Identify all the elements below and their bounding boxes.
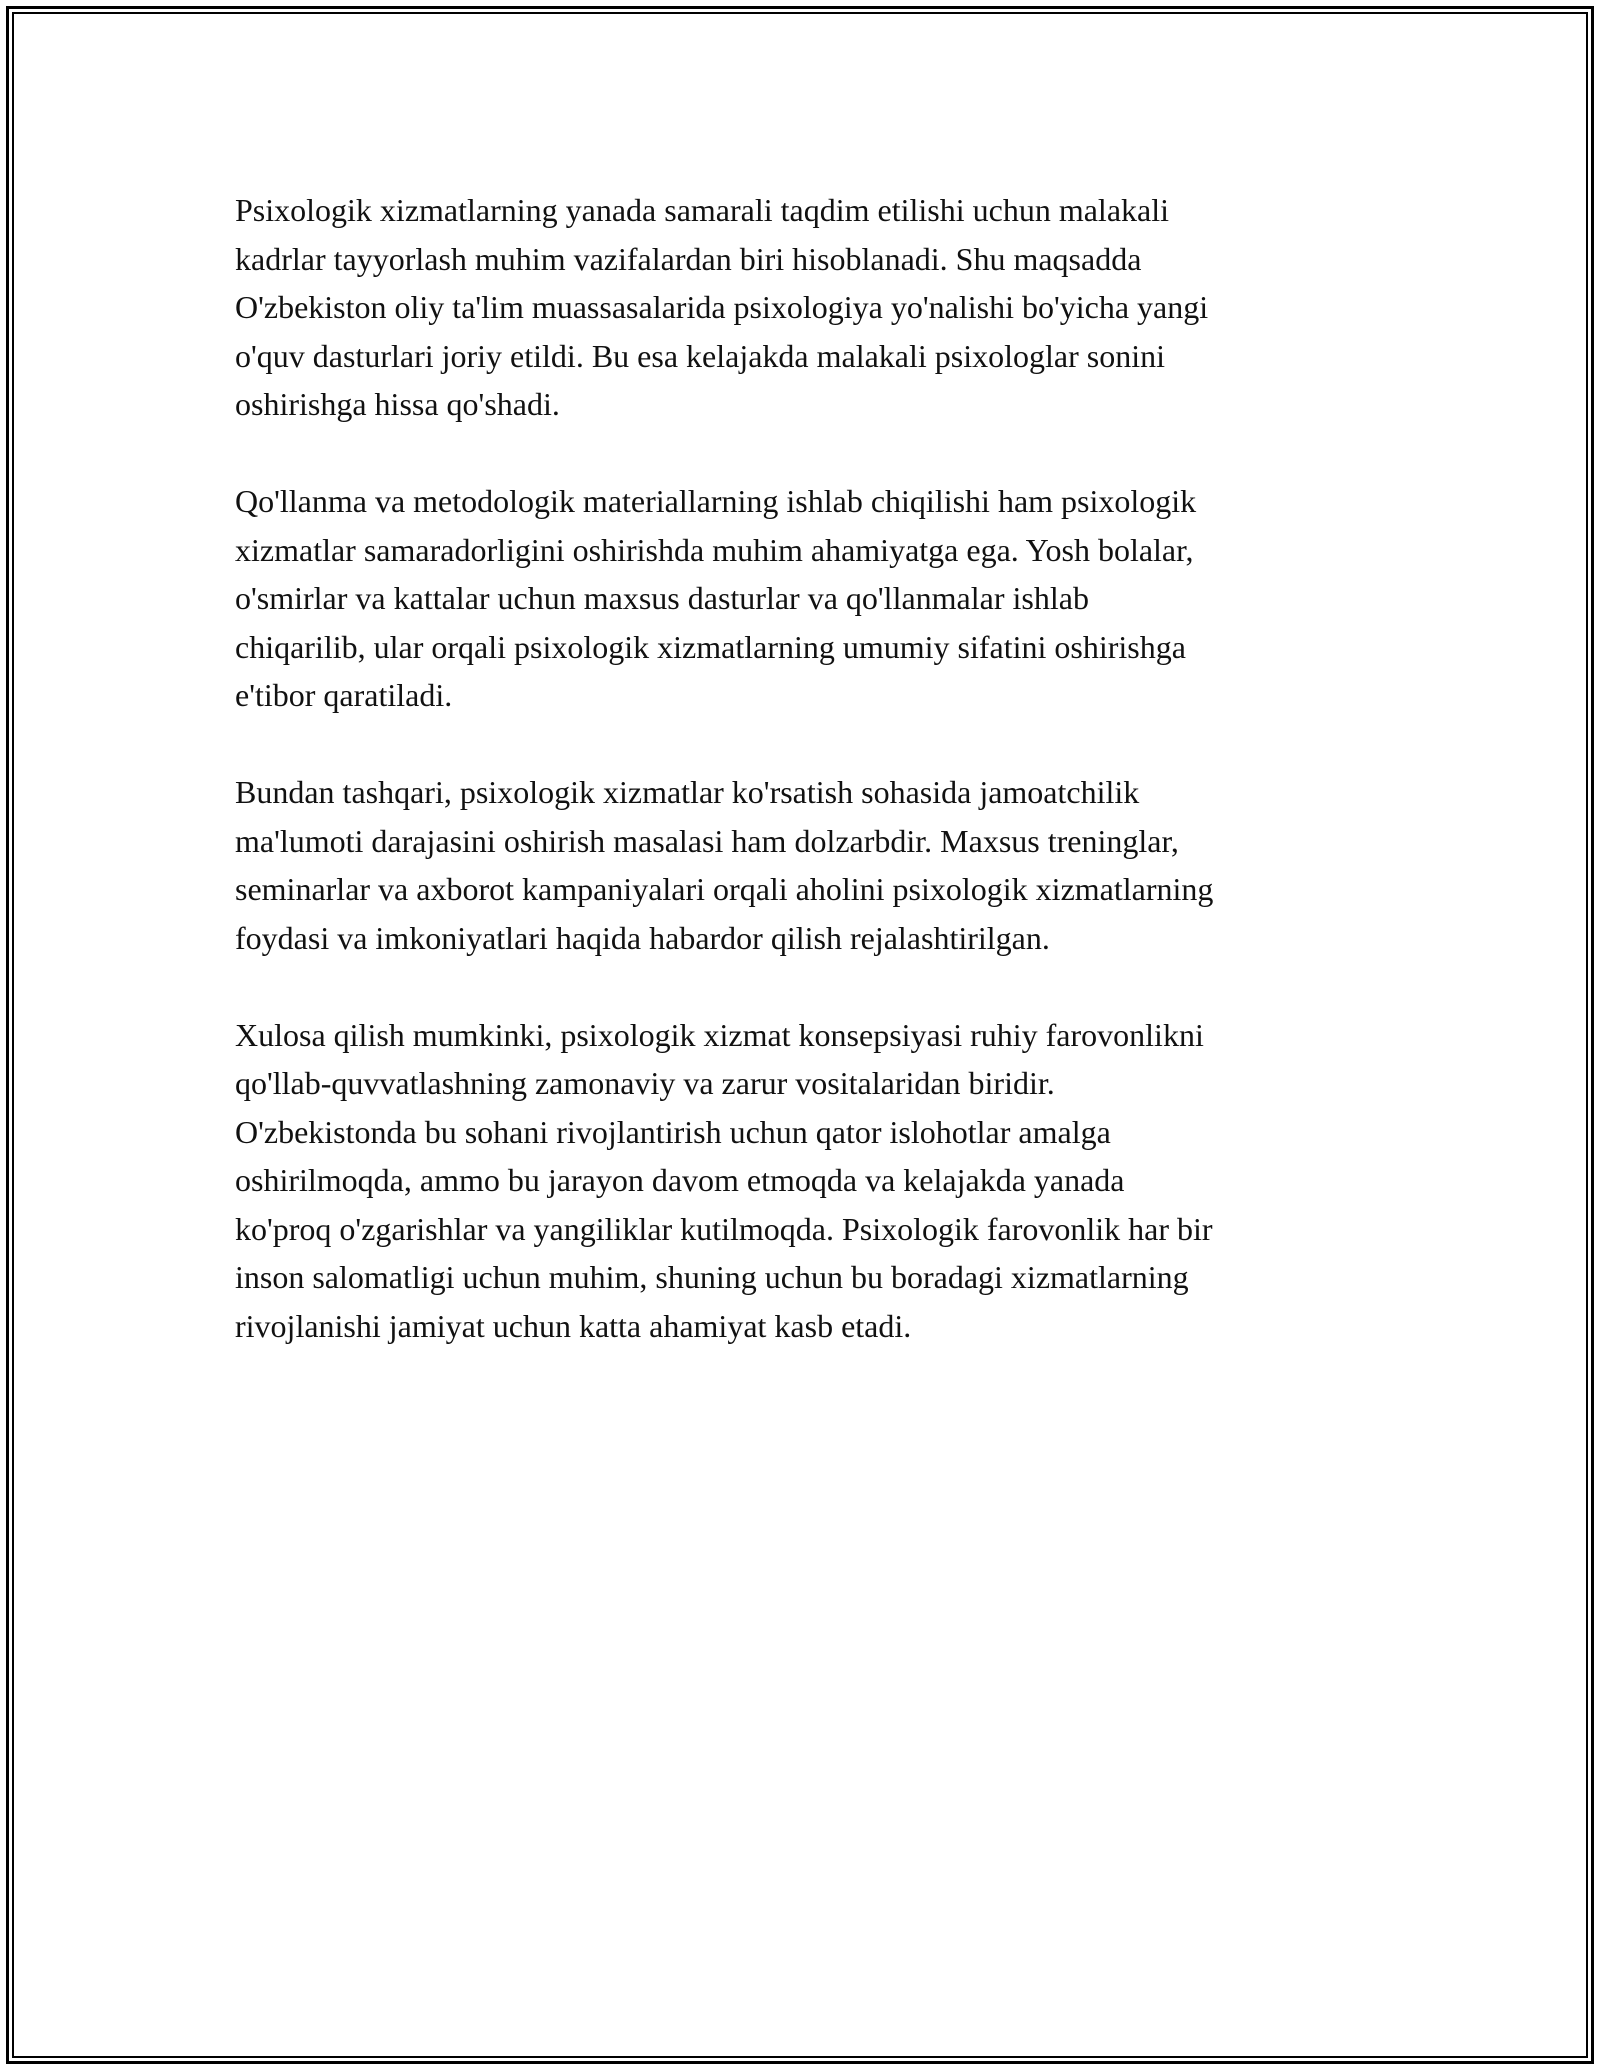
paragraph-1: Psixologik xizmatlarning yanada samarali taqdim etilishi uchun malakali kadrlar tayyorlash muhim vazifalardan biri hisoblanadi. Shu maqsadda O'zbekiston oliy ta'lim muassasalarida psixologiya yo'nalishi bo'yicha yangi o'quv dasturlari joriy etildi. Bu esa kelajakda malakali psixologlar sonini oshirishga hissa qo'shadi. xyxy=(235,192,1209,422)
document-body xyxy=(235,186,1375,1399)
paragraph-2: Qo'llanma va metodologik materiallarning ishlab chiqilishi ham psixologik xizmatlar samaradorligini oshirishda muhim ahamiyatga ega. Yosh bolalar, o'smirlar va kattalar uchun maxsus dasturlar va qo'llanmalar ishlab chiqarilib, ular orqali psixologik xizmatlarning umumiy sifatini oshirishga e'tibor qaratiladi. xyxy=(235,483,1197,713)
paragraph-3: Bundan tashqari, psixologik xizmatlar ko'rsatish sohasida jamoatchilik ma'lumoti darajasini oshirish masalasi ham dolzarbdir. Maxsus treninglar, seminarlar va axborot kampaniyalari orqali aholini psixologik xizmatlarning foydasi va imkoniyatlari haqida habardor qilish rejalashtirilgan. xyxy=(235,774,1214,956)
paragraph-4: Xulosa qilish mumkinki, psixologik xizmat konsepsiyasi ruhiy farovonlikni qo'llab-quvvatlashning zamonaviy va zarur vositalaridan biridir. O'zbekistonda bu sohani rivojlantirish uchun qator islohotlar amalga oshirilmoqda, ammo bu jarayon davom etmoqda va kelajakda yanada ko'proq o'zgarishlar va yangiliklar kutilmoqda. Psixologik farovonlik har bir inson salomatligi uchun muhim, shuning uchun bu boradagi xizmatlarning rivojlanishi jamiyat uchun katta ahamiyat kasb etadi. xyxy=(235,1016,1213,1344)
